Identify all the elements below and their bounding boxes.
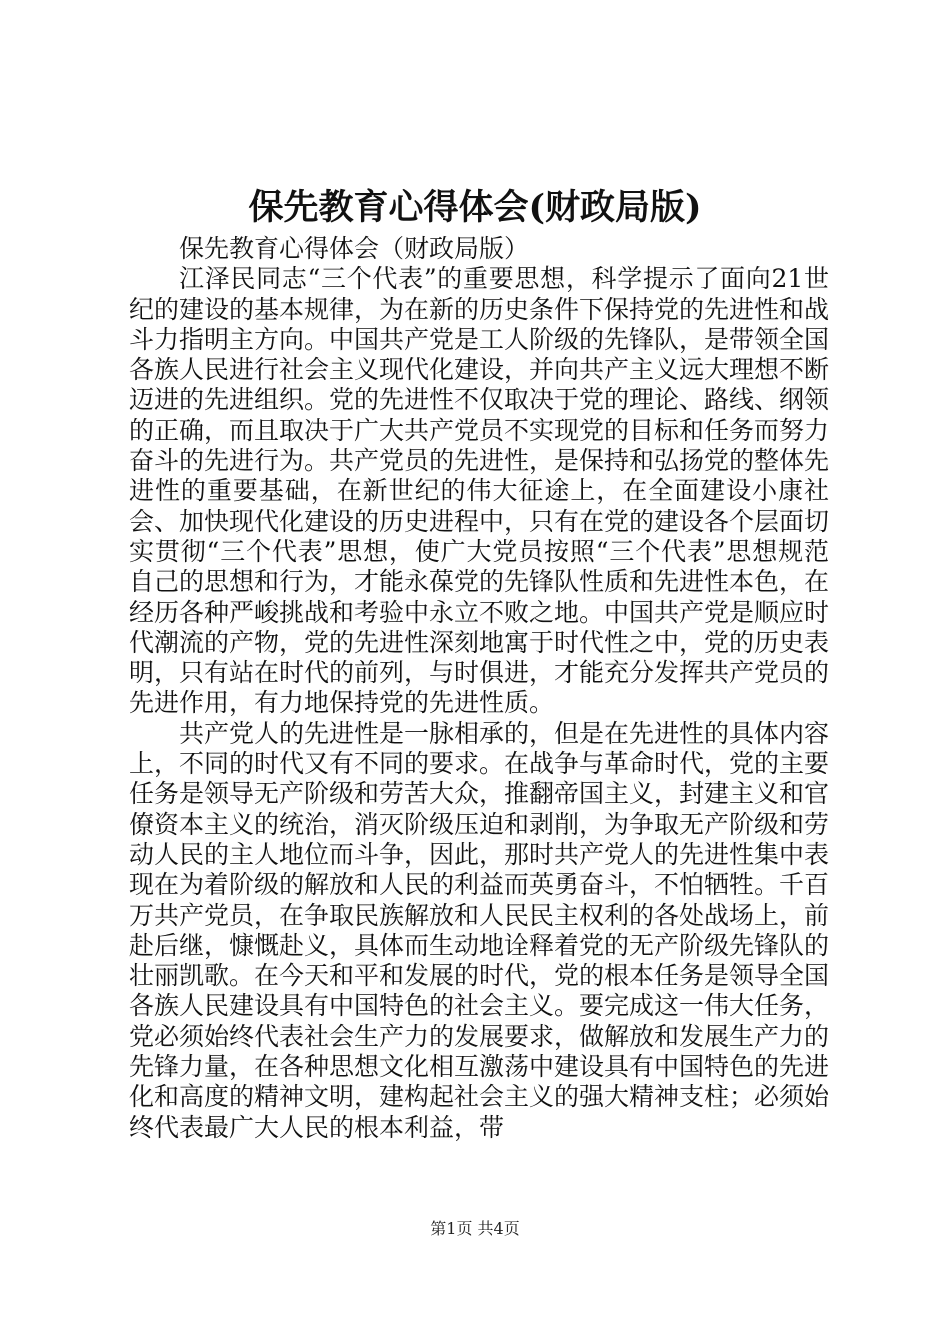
- body-paragraph-2: 共产党人的先进性是一脉相承的，但是在先进性的具体内容上，不同的时代又有不同的要求。在战争与革命时代，党的主要任务是领导无产阶级和劳苦大众，推翻帝国主义，封建主义和官僚资本主义的统治，消灭阶级压迫和剥削，为争取无产阶级和劳动人民的主人地位而斗争，因此，那时共产党人的先进性集中表现在为着阶级的解放和人民的利益而英勇奋斗，不怕牺牲。千百万共产党员，在争取民族解放和人民民主权利的各处战场上，前赴后继，慷慨赴义，具体而生动地诠释着党的无产阶级先锋队的壮丽凯歌。在今天和平和发展的时代，党的根本任务是领导全国各族人民建设具有中国特色的社会主义。要完成这一伟大任务，党必须始终代表社会生产力的发展要求，做解放和发展生产力的先锋力量，在各种思想文化相互激荡中建设具有中国特色的先进化和高度的精神文明，建构起社会主义的强大精神支柱；必须始终代表最广大人民的根本利益，带: [129, 718, 830, 1142]
- subtitle-paragraph: 保先教育心得体会（财政局版）: [179, 234, 530, 263]
- page-number-footer: 第1页 共4页: [430, 1219, 520, 1238]
- page-title: 保先教育心得体会(财政局版): [248, 187, 702, 228]
- body-paragraph-1: 江泽民同志“三个代表”的重要思想，科学提示了面向21世纪的建设的基本规律，为在新的历史条件下保持党的先进性和战斗力指明主方向。中国共产党是工人阶级的先锋队，是带领全国各族人民进行社会主义现代化建设，并向共产主义远大理想不断迈进的先进组织。党的先进性不仅取决于党的理论、路线、纲领的正确，而且取决于广大共产党员不实现党的目标和任务而努力奋斗的先进行为。共产党员的先进性，是保持和弘扬党的整体先进性的重要基础，在新世纪的伟大征途上，在全面建设小康社会、加快现代化建设的历史进程中，只有在党的建设各个层面切实贯彻“三个代表”思想，使广大党员按照“三个代表”思想规范自己的思想和行为，才能永葆党的先锋队性质和先进性本色，在经历各种严峻挑战和考验中永立不败之地。中国共产党是顺应时代潮流的产物，党的先进性深刻地寓于时代性之中，党的历史表明，只有站在时代的前列，与时俱进，才能充分发挥共产党员的先进作用，有力地保持党的先进性质。: [129, 264, 830, 718]
- document-body: [129, 234, 829, 1143]
